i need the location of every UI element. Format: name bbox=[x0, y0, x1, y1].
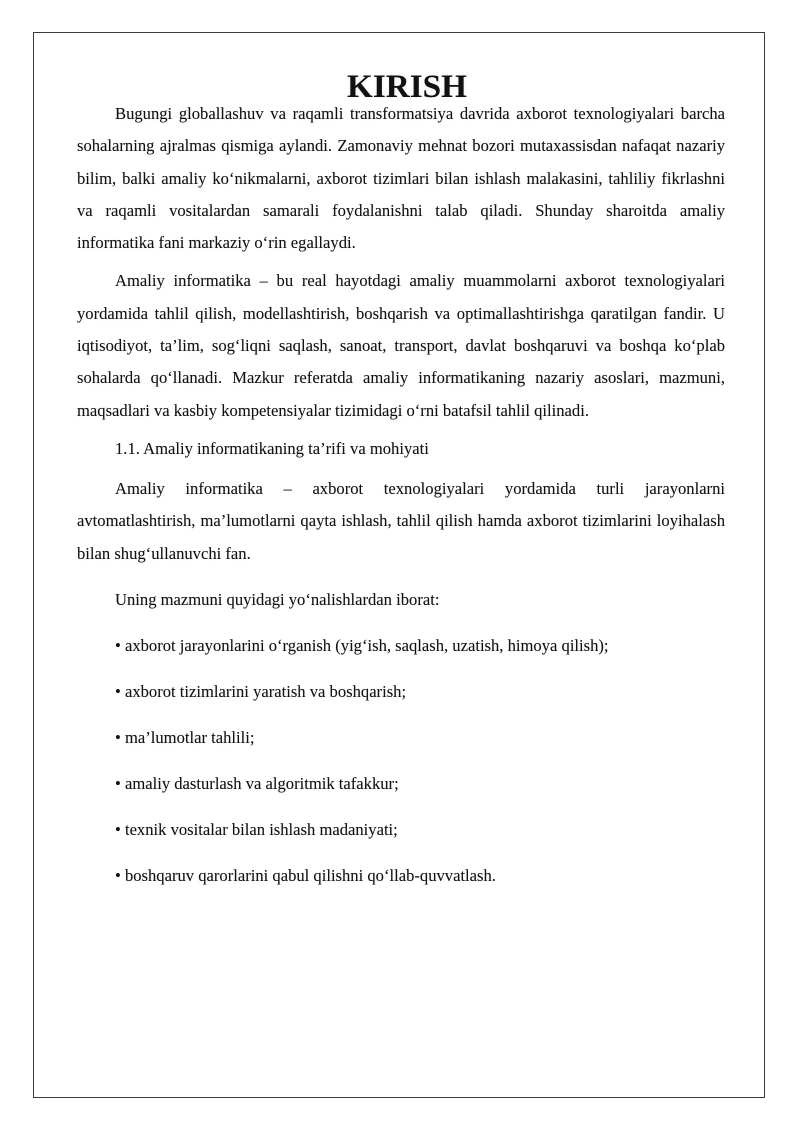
definition-paragraph: Amaliy informatika – axborot texnologiyalari yordamida turli jarayonlarni avtomatlashtirish, ma’lumotlarni qayta ishlash, tahlil qilish hamda axborot tizimlarini loyihalash bilan shug‘ullanuvchi fan. bbox=[77, 478, 725, 563]
list-item: • axborot tizimlarini yaratish va boshqarish; bbox=[115, 682, 407, 702]
document-heading: KIRISH bbox=[347, 68, 467, 105]
list-item: • texnik vositalar bilan ishlash madaniyati; bbox=[115, 820, 398, 840]
section-title: 1.1. Amaliy informatikaning ta’rifi va mohiyati bbox=[115, 438, 429, 458]
list-item: • boshqaruv qarorlarini qabul qilishni qo‘llab-quvvatlash. bbox=[115, 866, 496, 886]
list-intro: Uning mazmuni quyidagi yo‘nalishlardan iborat: bbox=[115, 590, 440, 610]
document-body bbox=[77, 68, 725, 892]
intro-paragraph: Bugungi globallashuv va raqamli transformatsiya davrida axborot texnologiyalari barcha sohalarning ajralmas qismiga aylandi. Zamonaviy mehnat bozori mutaxassisdan nafaqat nazariy bilim, balki amaliy ko‘nikmalarni, axborot tizimlari bilan ishlash malakasini, tahliliy fikrlashni va raqamli vositalardan samarali foydalanishni talab qiladi. Shunday sharoitda amaliy informatika fani markaziy o‘rin egallaydi. bbox=[77, 104, 725, 253]
list-item: • amaliy dasturlash va algoritmik tafakkur; bbox=[115, 774, 399, 794]
list-item: • ma’lumotlar tahlili; bbox=[115, 728, 255, 748]
definition-paragraph-intro: Amaliy informatika – bu real hayotdagi amaliy muammolarni axborot texnologiyalari yordamida tahlil qilish, modellashtirish, boshqarish va optimallashtirishga qaratilgan fandir. U iqtisodiyot, ta’lim, sog‘liqni saqlash, sanoat, transport, davlat boshqaruvi va boshqa ko‘plab sohalarda qo‘llanadi. Mazkur referatda amaliy informatikaning nazariy asoslari, mazmuni, maqsadlari va kasbiy kompetensiyalar tizimidagi o‘rni batafsil tahlil qilinadi. bbox=[77, 271, 725, 420]
list-item: • axborot jarayonlarini o‘rganish (yig‘ish, saqlash, uzatish, himoya qilish); bbox=[115, 636, 609, 656]
